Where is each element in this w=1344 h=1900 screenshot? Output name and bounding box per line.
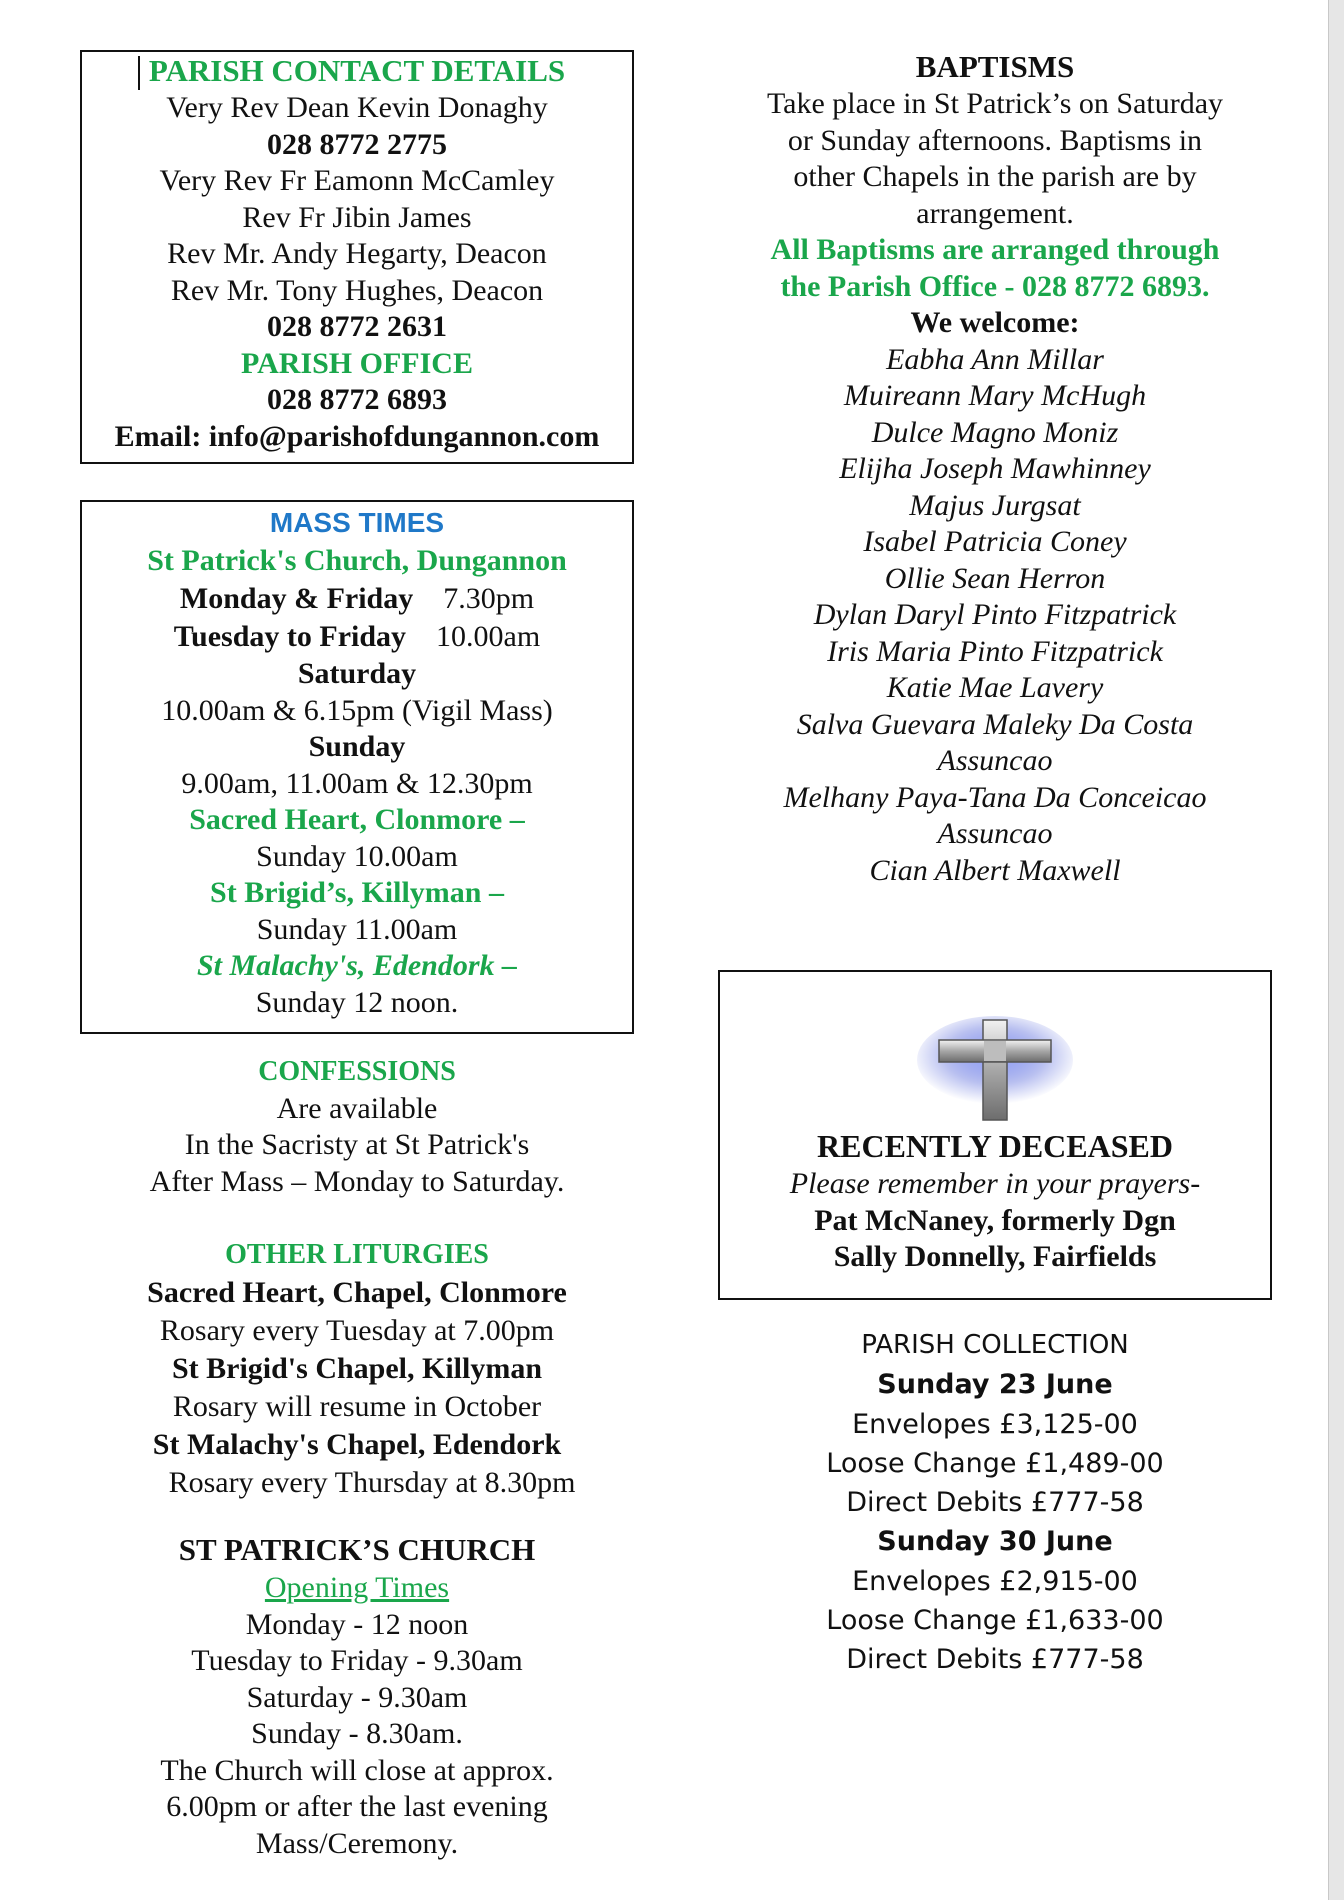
baptisms-intro: or Sunday afternoons. Baptisms in	[787, 123, 1203, 157]
baptism-name: Muireann Mary McHugh	[843, 379, 1147, 412]
mass-chapel: Sacred Heart, Clonmore –	[189, 803, 525, 836]
mass-sat-times: 10.00am & 6.15pm (Vigil Mass)	[161, 693, 553, 727]
deceased-heading: RECENTLY DECEASED	[817, 1128, 1173, 1164]
collection-line: Envelopes £3,125-00	[852, 1409, 1138, 1440]
mass-times-box	[80, 500, 634, 1034]
mass-row	[82, 618, 632, 656]
contact-line: Very Rev Fr Eamonn McCamley	[159, 164, 555, 197]
contact-line: Rev Mr. Andy Hegarty, Deacon	[167, 237, 547, 270]
deceased-name: Pat McNaney, formerly Dgn	[814, 1203, 1176, 1237]
opening-line: Mass/Ceremony.	[255, 1826, 459, 1860]
opening-line: The Church will close at approx.	[160, 1753, 554, 1787]
collection-section	[718, 1325, 1272, 1679]
liturgies-text: Rosary every Thursday at 8.30pm	[168, 1466, 576, 1499]
confessions-section	[80, 1054, 634, 1200]
deceased-box	[718, 970, 1272, 1300]
office-heading: PARISH OFFICE	[241, 346, 473, 380]
baptism-name: Majus Jurgsat	[909, 488, 1081, 522]
contact-heading: PARISH CONTACT DETAILS	[148, 53, 566, 88]
deceased-name: Sally Donnelly, Fairfields	[833, 1240, 1157, 1273]
cross-icon-graphic	[915, 1014, 1075, 1124]
opening-line: Monday - 12 noon	[245, 1607, 469, 1641]
opening-subheading: Opening Times	[264, 1571, 450, 1604]
baptisms-welcome: We welcome:	[910, 306, 1080, 339]
collection-line: Direct Debits £777-58	[846, 1487, 1144, 1518]
baptisms-section	[718, 48, 1272, 889]
opening-section	[80, 1530, 634, 1862]
deceased-subtitle: Please remember in your prayers-	[789, 1167, 1201, 1200]
mass-row-time: 7.30pm	[443, 582, 535, 615]
mass-sun-label: Sunday	[308, 730, 406, 763]
liturgies-chapel: Sacred Heart, Chapel, Clonmore	[147, 1276, 567, 1309]
baptism-names-list	[718, 342, 1272, 890]
collection-line: Envelopes £2,915-00	[852, 1566, 1138, 1597]
mass-chapel: St Malachy's, Edendork –	[196, 949, 518, 982]
opening-line: 6.00pm or after the last evening	[166, 1790, 548, 1823]
liturgies-text: Rosary will resume in October	[172, 1390, 542, 1423]
mass-chapel-time: Sunday 11.00am	[256, 912, 458, 946]
baptisms-intro: other Chapels in the parish are by	[793, 160, 1197, 193]
baptism-name: Dulce Magno Moniz	[871, 415, 1119, 449]
mass-chapel-time: Sunday 10.00am	[256, 839, 458, 873]
mass-chapel-time: Sunday 12 noon.	[255, 985, 459, 1019]
confessions-line: After Mass – Monday to Saturday.	[149, 1164, 565, 1198]
baptism-name: Assuncao	[937, 744, 1053, 777]
contact-box	[80, 50, 634, 464]
contact-line: Rev Mr. Tony Hughes, Deacon	[170, 273, 544, 307]
liturgies-section	[80, 1236, 634, 1502]
confessions-heading: CONFESSIONS	[258, 1056, 456, 1087]
liturgies-heading: OTHER LITURGIES	[225, 1239, 489, 1270]
contact-line: Very Rev Dean Kevin Donaghy	[166, 91, 548, 124]
collection-line: Direct Debits £777-58	[846, 1644, 1144, 1675]
baptism-name: Ollie Sean Herron	[884, 561, 1106, 595]
liturgies-text: Rosary every Tuesday at 7.00pm	[159, 1314, 555, 1347]
opening-line: Sunday - 8.30am.	[251, 1717, 463, 1750]
baptisms-intro: Take place in St Patrick’s on Saturday	[766, 87, 1224, 120]
mass-row-label: Tuesday to Friday	[173, 620, 407, 653]
baptisms-heading: BAPTISMS	[915, 49, 1075, 84]
baptisms-highlight: the Parish Office - 028 8772 6893.	[780, 269, 1210, 303]
confessions-line: Are available	[276, 1091, 438, 1125]
mass-row-label: Monday & Friday	[179, 582, 414, 615]
collection-line: Loose Change £1,489-00	[826, 1448, 1164, 1479]
office-phone: 028 8772 6893	[267, 383, 447, 416]
contact-line: Rev Fr Jibin James	[242, 200, 472, 234]
baptism-name: Iris Maria Pinto Fitzpatrick	[827, 634, 1163, 668]
collection-heading: PARISH COLLECTION	[861, 1330, 1129, 1360]
baptism-name: Isabel Patricia Coney	[863, 525, 1127, 558]
baptism-name: Assuncao	[937, 817, 1053, 850]
contact-phone: 028 8772 2775	[267, 127, 447, 161]
collection-line: Loose Change £1,633-00	[826, 1605, 1164, 1636]
cross-icon	[720, 1014, 1270, 1124]
baptisms-intro: arrangement.	[916, 196, 1074, 230]
mass-heading: MASS TIMES	[269, 507, 445, 538]
baptism-name: Melhany Paya-Tana Da Conceicao	[783, 780, 1207, 814]
baptism-name: Elijha Joseph Mawhinney	[839, 452, 1151, 485]
opening-heading: ST PATRICK’S CHURCH	[178, 1532, 536, 1567]
opening-line: Tuesday to Friday - 9.30am	[191, 1644, 523, 1677]
collection-week-label: Sunday 23 June	[877, 1369, 1113, 1400]
liturgies-chapel: St Malachy's Chapel, Edendork	[152, 1428, 562, 1461]
liturgies-chapel: St Brigid's Chapel, Killyman	[171, 1352, 543, 1385]
collection-week-label: Sunday 30 June	[877, 1526, 1113, 1557]
mass-chapel: St Brigid’s, Killyman –	[210, 876, 504, 909]
baptism-name: Eabha Ann Millar	[886, 342, 1104, 376]
baptism-name: Katie Mae Lavery	[886, 671, 1104, 704]
mass-church: St Patrick's Church, Dungannon	[147, 544, 567, 577]
baptism-name: Cian Albert Maxwell	[869, 853, 1121, 887]
mass-sat-label: Saturday	[297, 657, 417, 690]
mass-row	[82, 580, 632, 618]
contact-phone: 028 8772 2631	[267, 310, 447, 343]
opening-line: Saturday - 9.30am	[246, 1680, 468, 1714]
mass-sun-times: 9.00am, 11.00am & 12.30pm	[181, 766, 533, 800]
mass-row-time: 10.00am	[436, 620, 541, 653]
office-email[interactable]: Email: info@parishofdungannon.com	[114, 419, 600, 453]
baptisms-highlight: All Baptisms are arranged through	[770, 233, 1220, 266]
baptism-name: Salva Guevara Maleky Da Costa	[796, 707, 1194, 741]
baptism-name: Dylan Daryl Pinto Fitzpatrick	[813, 598, 1177, 631]
confessions-line: In the Sacristy at St Patrick's	[184, 1128, 530, 1161]
